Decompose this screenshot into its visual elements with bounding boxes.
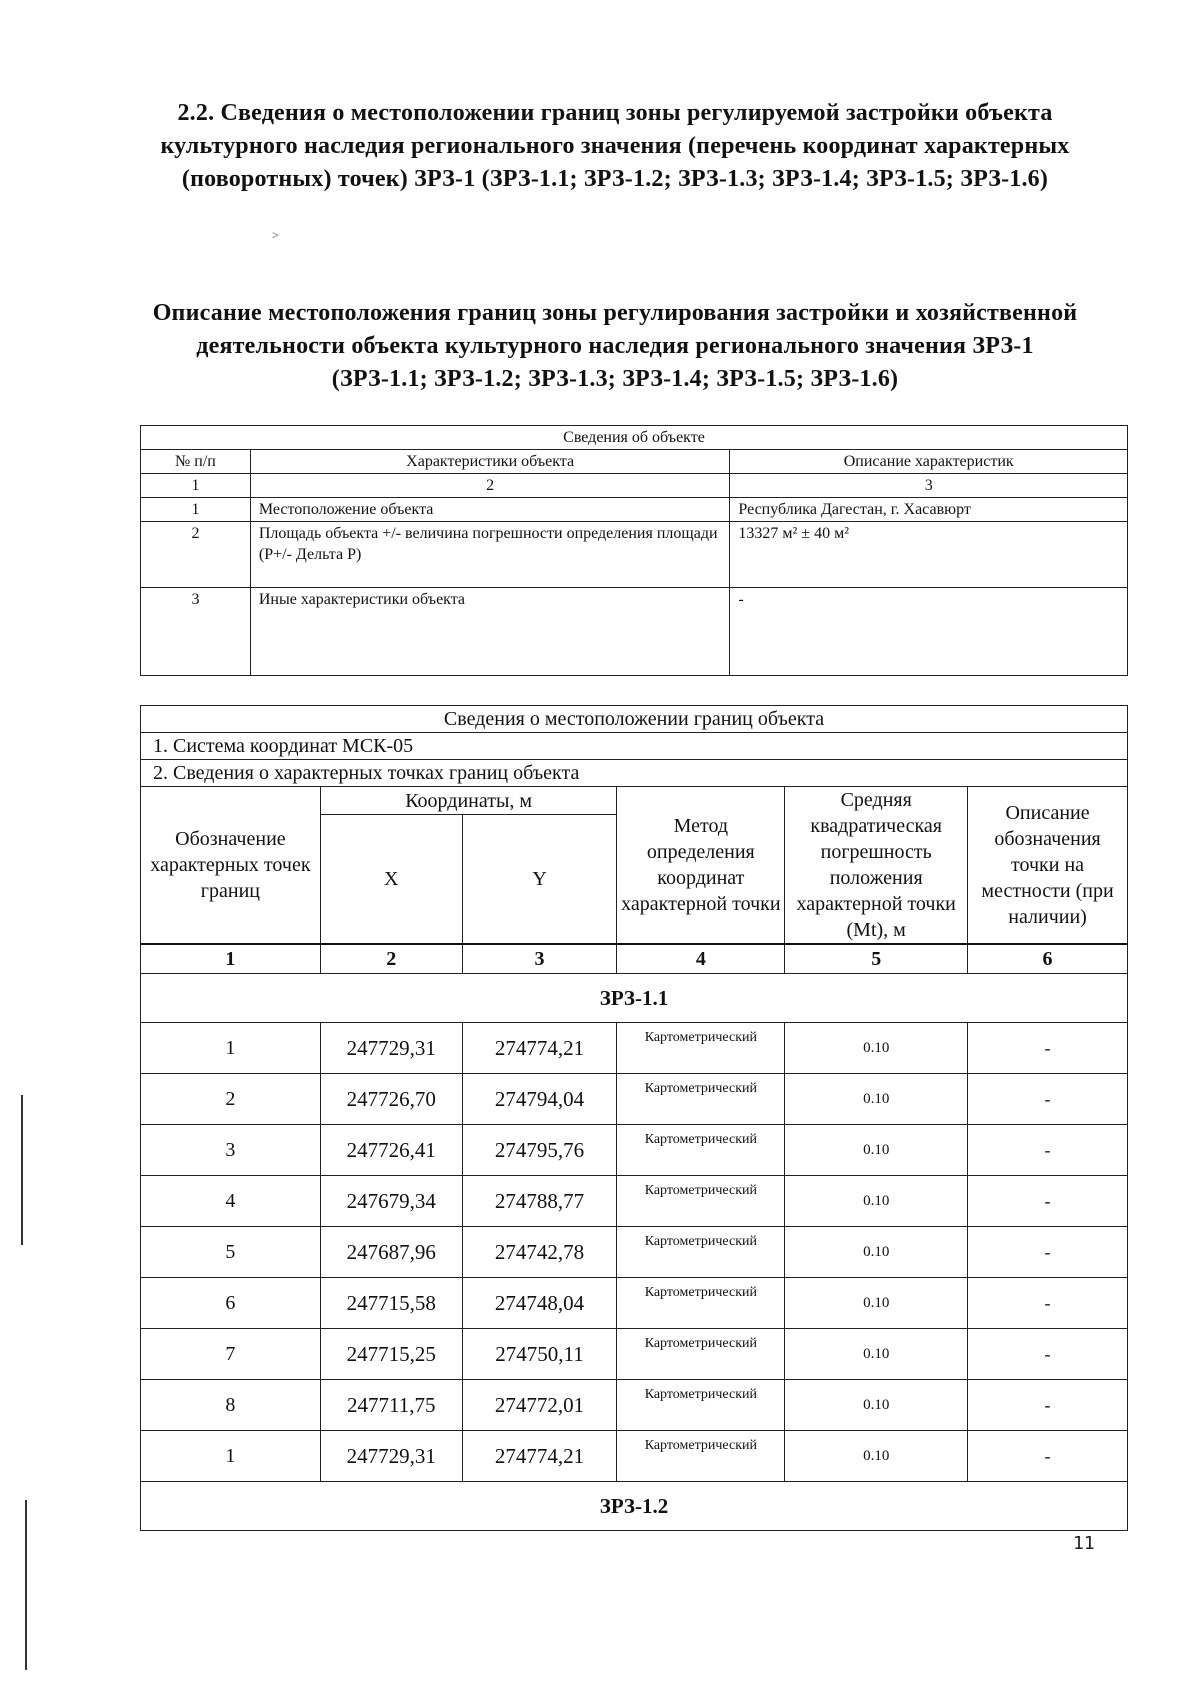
- header-error: Средняя квадратическая погрешность положения характерной точки (Mt), м: [785, 787, 968, 945]
- x-coordinate: 247715,58: [320, 1278, 462, 1329]
- points-section-title: 2. Сведения о характерных точках границ объекта: [141, 760, 1128, 787]
- zone-title: ЗРЗ-1.2: [141, 1482, 1128, 1531]
- point-id: 1: [141, 1431, 321, 1482]
- point-id: 6: [141, 1278, 321, 1329]
- table-row: [141, 1074, 1128, 1125]
- object-table-title: Сведения об объекте: [141, 426, 1128, 450]
- method: Картометрический: [617, 1023, 785, 1074]
- mean-error: 0.10: [785, 1176, 968, 1227]
- point-id: 1: [141, 1023, 321, 1074]
- point-description: -: [968, 1380, 1128, 1431]
- col-header-description: Описание характеристик: [730, 450, 1128, 474]
- col-number: 4: [617, 944, 785, 974]
- point-description: -: [968, 1227, 1128, 1278]
- point-id: 2: [141, 1074, 321, 1125]
- header-designation: Обозначение характерных точек границ: [141, 787, 321, 945]
- description-heading: Описание местоположения границ зоны регулирования застройки и хозяйственной деятельности объекта культурного наследия регионального значения ЗРЗ-1 (ЗРЗ-1.1; ЗРЗ-1.2; ЗРЗ-1.3; ЗРЗ-1.4; ЗРЗ-1.5; ЗРЗ-1.6): [152, 300, 1078, 392]
- characteristic-name: Площадь объекта +/- величина погрешности определения площади (Р+/- Дельта Р): [250, 522, 730, 588]
- y-coordinate: 274774,21: [462, 1431, 617, 1482]
- object-info-table: [140, 425, 1128, 676]
- method: Картометрический: [617, 1125, 785, 1176]
- y-coordinate: 274772,01: [462, 1380, 617, 1431]
- table-row: [141, 1176, 1128, 1227]
- method: Картометрический: [617, 1176, 785, 1227]
- scan-mark: ˃: [272, 228, 279, 242]
- col-number: 2: [250, 474, 730, 498]
- y-coordinate: 274748,04: [462, 1278, 617, 1329]
- point-description: -: [968, 1176, 1128, 1227]
- mean-error: 0.10: [785, 1431, 968, 1482]
- table-row: [141, 1227, 1128, 1278]
- method: Картометрический: [617, 1227, 785, 1278]
- characteristic-name: Иные характеристики объекта: [250, 588, 730, 676]
- y-coordinate: 274774,21: [462, 1023, 617, 1074]
- scan-artifact-line: [25, 1500, 27, 1670]
- col-number: 1: [141, 944, 321, 974]
- header-y: Y: [462, 815, 617, 945]
- col-header-number: № п/п: [141, 450, 251, 474]
- x-coordinate: 247711,75: [320, 1380, 462, 1431]
- point-id: 3: [141, 1125, 321, 1176]
- characteristic-value: Республика Дагестан, г. Хасавюрт: [730, 498, 1128, 522]
- table-row: [141, 1380, 1128, 1431]
- point-description: -: [968, 1125, 1128, 1176]
- y-coordinate: 274794,04: [462, 1074, 617, 1125]
- col-number: 1: [141, 474, 251, 498]
- header-coordinates: Координаты, м: [320, 787, 617, 815]
- col-number: 3: [462, 944, 617, 974]
- row-number: 3: [141, 588, 251, 676]
- x-coordinate: 247729,31: [320, 1023, 462, 1074]
- table-row: [141, 1125, 1128, 1176]
- characteristic-value: -: [730, 588, 1128, 676]
- coordinates-table: [140, 705, 1128, 1531]
- zone-title: ЗРЗ-1.1: [141, 974, 1128, 1023]
- col-number: 5: [785, 944, 968, 974]
- point-description: -: [968, 1074, 1128, 1125]
- mean-error: 0.10: [785, 1329, 968, 1380]
- col-header-characteristics: Характеристики объекта: [250, 450, 730, 474]
- y-coordinate: 274742,78: [462, 1227, 617, 1278]
- mean-error: 0.10: [785, 1278, 968, 1329]
- table-row: [141, 1431, 1128, 1482]
- scan-artifact-line: [21, 1095, 23, 1245]
- characteristic-name: Местоположение объекта: [250, 498, 730, 522]
- y-coordinate: 274795,76: [462, 1125, 617, 1176]
- table-row: [141, 588, 1128, 676]
- x-coordinate: 247715,25: [320, 1329, 462, 1380]
- point-description: -: [968, 1023, 1128, 1074]
- row-number: 1: [141, 498, 251, 522]
- x-coordinate: 247687,96: [320, 1227, 462, 1278]
- mean-error: 0.10: [785, 1074, 968, 1125]
- y-coordinate: 274788,77: [462, 1176, 617, 1227]
- point-description: -: [968, 1431, 1128, 1482]
- point-id: 8: [141, 1380, 321, 1431]
- y-coordinate: 274750,11: [462, 1329, 617, 1380]
- section-heading: 2.2. Сведения о местоположении границ зоны регулируемой застройки объекта культурного наследия регионального значения (перечень координат характерных (поворотных) точек) ЗРЗ-1 (ЗРЗ-1.1; ЗРЗ-1.2; ЗРЗ-1.3; ЗРЗ-1.4; ЗРЗ-1.5; ЗРЗ-1.6): [160, 100, 1070, 192]
- characteristic-value: 13327 м² ± 40 м²: [730, 522, 1128, 588]
- x-coordinate: 247726,70: [320, 1074, 462, 1125]
- col-number: 2: [320, 944, 462, 974]
- method: Картометрический: [617, 1074, 785, 1125]
- mean-error: 0.10: [785, 1380, 968, 1431]
- point-id: 4: [141, 1176, 321, 1227]
- header-method: Метод определения координат характерной точки: [617, 787, 785, 945]
- coordinate-system: 1. Система координат МСК-05: [141, 733, 1128, 760]
- x-coordinate: 247679,34: [320, 1176, 462, 1227]
- method: Картометрический: [617, 1380, 785, 1431]
- header-x: X: [320, 815, 462, 945]
- point-id: 7: [141, 1329, 321, 1380]
- col-number: 6: [968, 944, 1128, 974]
- table-row: [141, 522, 1128, 588]
- mean-error: 0.10: [785, 1023, 968, 1074]
- boundary-info-title: Сведения о местоположении границ объекта: [141, 706, 1128, 733]
- point-id: 5: [141, 1227, 321, 1278]
- point-description: -: [968, 1329, 1128, 1380]
- method: Картометрический: [617, 1329, 785, 1380]
- table-row: [141, 1329, 1128, 1380]
- point-description: -: [968, 1278, 1128, 1329]
- mean-error: 0.10: [785, 1125, 968, 1176]
- x-coordinate: 247726,41: [320, 1125, 462, 1176]
- row-number: 2: [141, 522, 251, 588]
- table-row: [141, 1278, 1128, 1329]
- mean-error: 0.10: [785, 1227, 968, 1278]
- table-row: [141, 498, 1128, 522]
- header-point-description: Описание обозначения точки на местности (при наличии): [968, 787, 1128, 945]
- page-number: 11: [1073, 1533, 1095, 1554]
- method: Картометрический: [617, 1431, 785, 1482]
- x-coordinate: 247729,31: [320, 1431, 462, 1482]
- table-row: [141, 1023, 1128, 1074]
- col-number: 3: [730, 474, 1128, 498]
- method: Картометрический: [617, 1278, 785, 1329]
